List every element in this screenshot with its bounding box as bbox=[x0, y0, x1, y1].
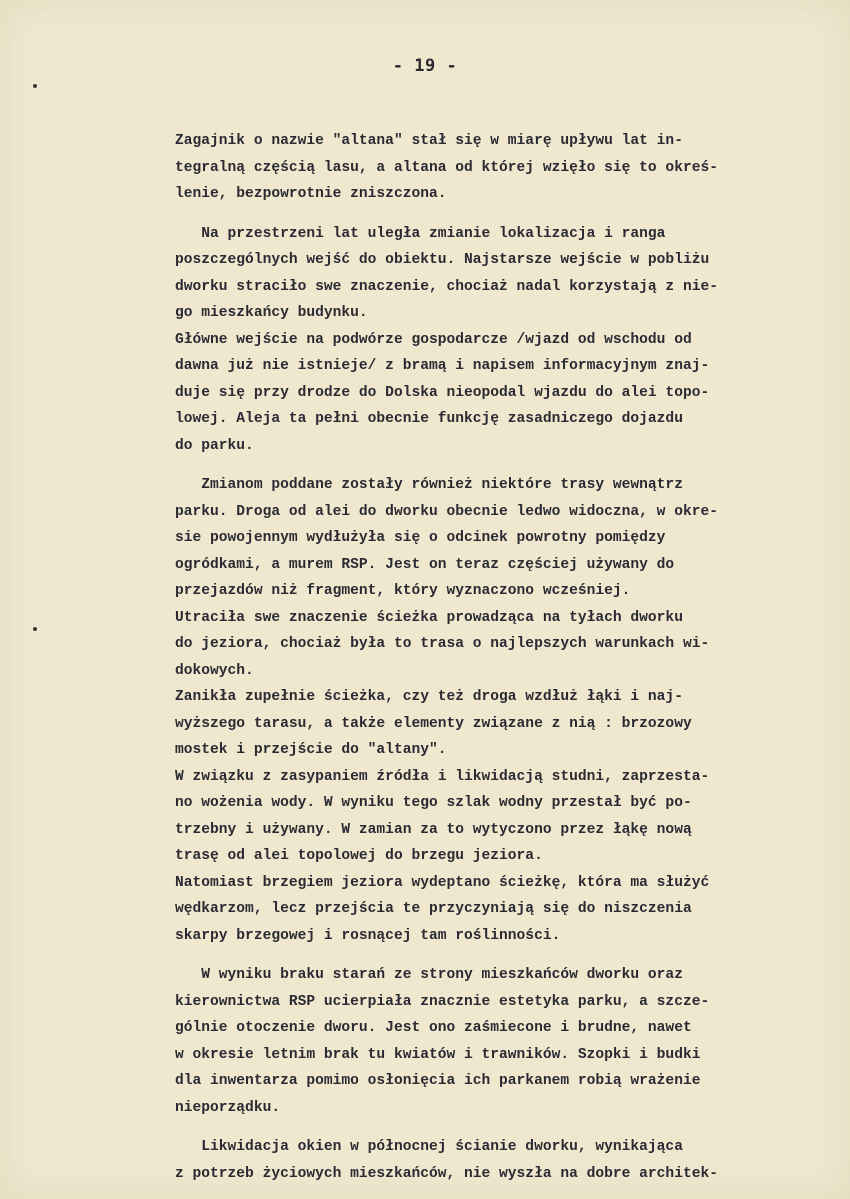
text-line: nieporządku. bbox=[175, 1099, 281, 1116]
text-line: do parku. bbox=[175, 437, 254, 454]
text-line: duje się przy drodze do Dolska nieopodal wjazdu do alei topo- bbox=[175, 384, 710, 401]
text-line: trzebny i używany. W zamian za to wytyczono przez łąkę nową bbox=[175, 821, 692, 838]
text-line: W związku z zasypaniem źródła i likwidacją studni, zaprzesta- bbox=[175, 768, 710, 785]
margin-mark-middle bbox=[33, 627, 37, 631]
text-line: dla inwentarza pomimo osłonięcia ich parkanem robią wrażenie bbox=[175, 1073, 701, 1089]
document-body bbox=[175, 128, 815, 1187]
text-line: no wożenia wody. W wyniku tego szlak wodny przestał być po- bbox=[175, 795, 692, 811]
text-line: tegralną częścią lasu, a altana od której wzięło się to okreś- bbox=[175, 159, 718, 176]
text-line: poszczególnych wejść do obiektu. Najstarsze wejście w pobliżu bbox=[175, 252, 710, 268]
text-line: sie powojennym wydłużyła się o odcinek powrotny pomiędzy bbox=[175, 530, 666, 546]
paragraph bbox=[175, 1134, 815, 1187]
paragraph bbox=[175, 221, 815, 327]
text-line: w okresie letnim brak tu kwiatów i trawników. Szopki i budki bbox=[175, 1046, 701, 1063]
text-line: gólnie otoczenie dworu. Jest ono zaśmiecone i brudne, nawet bbox=[175, 1020, 692, 1036]
text-line: do jeziora, chociaż była to trasa o najlepszych warunkach wi- bbox=[175, 636, 710, 652]
text-line: go mieszkańcy budynku. bbox=[175, 305, 368, 321]
text-line: W wyniku braku starań ze strony mieszkańców dworku oraz bbox=[175, 967, 683, 983]
paragraph bbox=[175, 684, 815, 764]
paragraph bbox=[175, 962, 815, 1121]
text-line: Zanikła zupełnie ścieżka, czy też droga wzdłuż łąki i naj- bbox=[175, 689, 683, 705]
text-line: kierownictwa RSP ucierpiała znacznie estetyka parku, a szcze- bbox=[175, 993, 710, 1010]
text-line: Główne wejście na podwórze gospodarcze /wjazd od wschodu od bbox=[175, 331, 692, 348]
text-line: z potrzeb życiowych mieszkańców, nie wyszła na dobre architek- bbox=[175, 1165, 718, 1182]
paragraph bbox=[175, 764, 815, 870]
text-line: Na przestrzeni lat uległa zmianie lokalizacja i ranga bbox=[175, 225, 666, 242]
text-line: Utraciła swe znaczenie ścieżka prowadząca na tyłach dworku bbox=[175, 609, 683, 626]
page-number: - 19 - bbox=[392, 56, 458, 76]
paragraph bbox=[175, 128, 815, 208]
paragraph bbox=[175, 472, 815, 605]
paragraph bbox=[175, 327, 815, 460]
text-line: lenie, bezpowrotnie zniszczona. bbox=[175, 186, 447, 202]
text-line: lowej. Aleja ta pełni obecnie funkcję zasadniczego dojazdu bbox=[175, 411, 683, 427]
text-line: Likwidacja okien w północnej ścianie dworku, wynikająca bbox=[175, 1139, 683, 1155]
paragraph bbox=[175, 870, 815, 950]
text-line: dawna już nie istnieje/ z bramą i napisem informacyjnym znaj- bbox=[175, 358, 710, 374]
text-line: wędkarzom, lecz przejścia te przyczyniają się do niszczenia bbox=[175, 901, 692, 917]
text-line: przejazdów niż fragment, który wyznaczono wcześniej. bbox=[175, 583, 631, 599]
text-line: dworku straciło swe znaczenie, chociaż nadal korzystają z nie- bbox=[175, 278, 718, 295]
text-line: Natomiast brzegiem jeziora wydeptano ścieżkę, która ma służyć bbox=[175, 874, 710, 891]
text-line: dokowych. bbox=[175, 662, 254, 679]
text-line: parku. Droga od alei do dworku obecnie ledwo widoczna, w okre- bbox=[175, 503, 718, 520]
text-line: Zmianom poddane zostały również niektóre trasy wewnątrz bbox=[175, 477, 683, 493]
text-line: trasę od alei topolowej do brzegu jeziora. bbox=[175, 848, 543, 864]
text-line: mostek i przejście do "altany". bbox=[175, 742, 447, 758]
text-line: ogródkami, a murem RSP. Jest on teraz częściej używany do bbox=[175, 556, 675, 573]
text-line: skarpy brzegowej i rosnącej tam roślinności. bbox=[175, 927, 561, 944]
paragraph bbox=[175, 605, 815, 685]
margin-mark-top bbox=[33, 84, 37, 88]
text-line: Zagajnik o nazwie "altana" stał się w miarę upływu lat in- bbox=[175, 133, 683, 149]
text-line: wyższego tarasu, a także elementy związane z nią : brzozowy bbox=[175, 715, 692, 732]
